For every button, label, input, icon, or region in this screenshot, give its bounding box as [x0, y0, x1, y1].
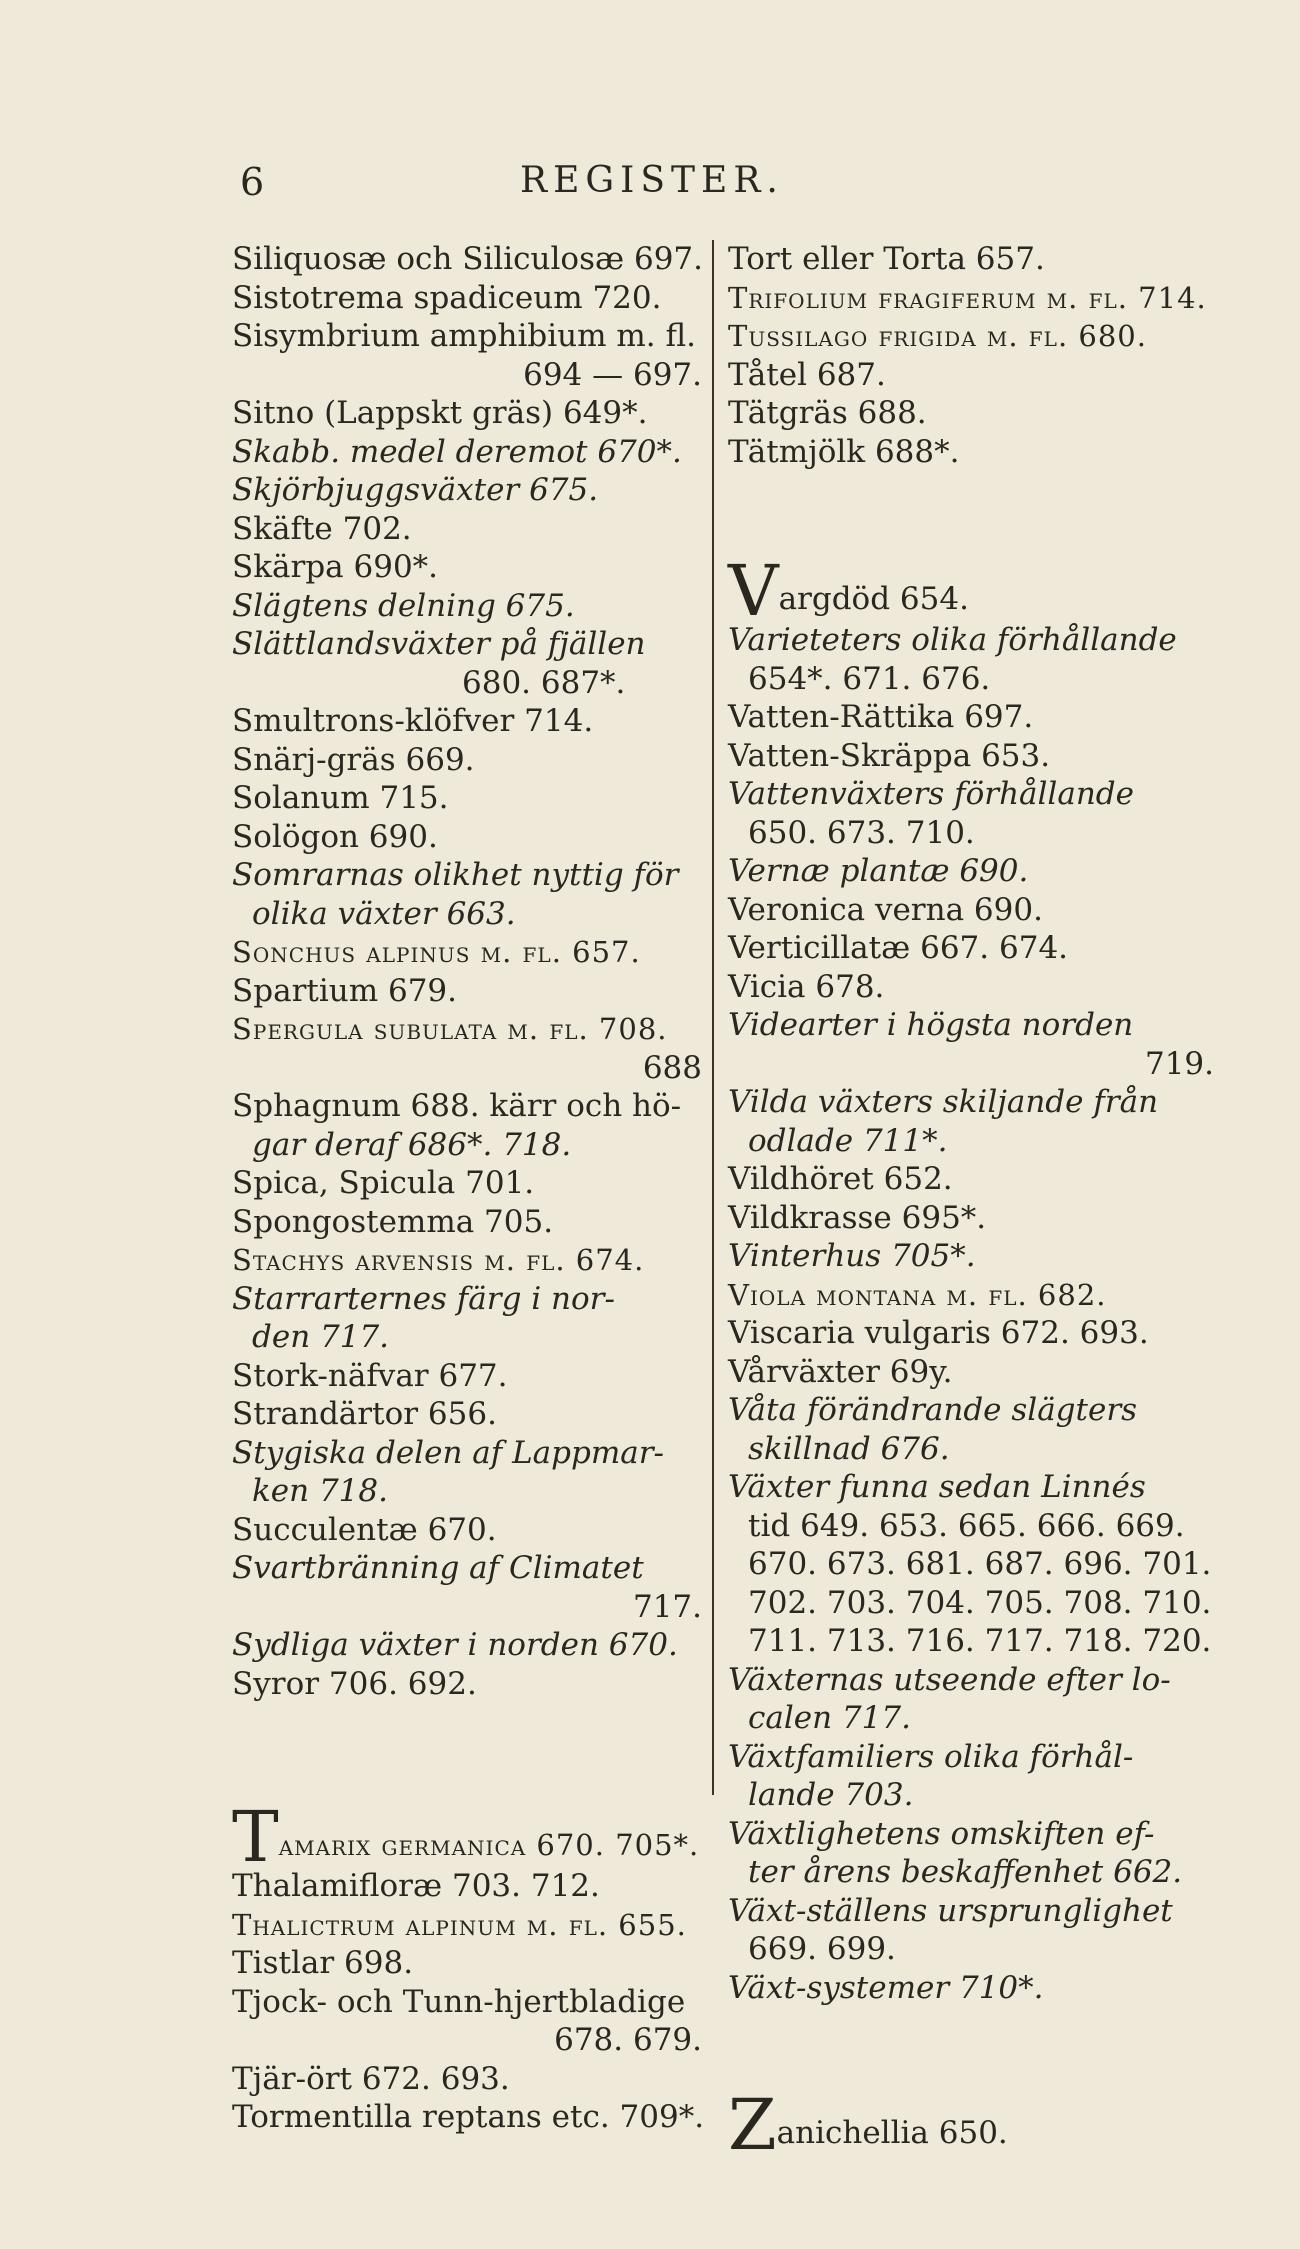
- index-entry: Tätmjölk 688*.: [728, 433, 960, 470]
- left-column: [232, 240, 705, 2137]
- index-entry: Tistlar 698.: [232, 1945, 414, 1981]
- index-entry-continuation: 654*. 671. 676.: [748, 660, 991, 697]
- index-entry: Vicia 678.: [728, 968, 885, 1005]
- index-entry: Växtfamiliers olika förhål-: [728, 1738, 1134, 1775]
- index-entry-continuation: 717.: [632, 1588, 702, 1625]
- index-entry-continuation: 688: [642, 1049, 702, 1086]
- index-entry: Tormentilla reptans etc. 709*.: [232, 2099, 705, 2135]
- index-entry: Växtlighetens omskiften ef-: [728, 1815, 1155, 1852]
- index-entry-continuation: 702. 703. 704. 705. 708. 710.: [748, 1584, 1212, 1621]
- index-entry-continuation: olika växter 663.: [252, 895, 516, 932]
- index-entry-text: amarix germanica 670. 705*.: [278, 1828, 700, 1862]
- index-entry-continuation: lande 703.: [748, 1777, 914, 1813]
- index-entry: Vinterhus 705*.: [728, 1238, 976, 1274]
- index-entry: Stygiska delen af Lappmar-: [232, 1434, 665, 1471]
- page-number: 6: [240, 160, 265, 204]
- index-entry: Sitno (Lappskt gräs) 649*.: [232, 395, 648, 431]
- index-entry: Spongostemma 705.: [232, 1203, 554, 1240]
- index-entry-continuation: 711. 713. 716. 717. 718. 720.: [748, 1623, 1212, 1659]
- index-entry: Vatten-Rättika 697.: [728, 699, 1034, 735]
- section-gap: [728, 471, 1214, 561]
- index-entry: Skabb. medel deremot 670*.: [232, 433, 682, 470]
- index-entry: [728, 550, 1214, 632]
- page-header: [240, 160, 1240, 220]
- index-entry: Stachys arvensis m. fl. 674.: [232, 1243, 645, 1277]
- index-entry: Somrarnas olikhet nyttig för: [232, 857, 679, 893]
- index-entry: Sistotrema spadiceum 720.: [232, 279, 662, 316]
- index-entry-continuation: den 717.: [252, 1319, 390, 1355]
- right-column: [728, 240, 1214, 2166]
- index-entry: Skjörbjuggsväxter 675.: [232, 472, 599, 508]
- index-entry: Vernæ plantæ 690.: [728, 853, 1029, 889]
- index-entry: Siliquosæ och Siliculosæ 697.: [232, 241, 704, 277]
- initial-letter: T: [232, 1796, 279, 1878]
- index-entry-continuation: skillnad 676.: [748, 1430, 950, 1467]
- index-entry-continuation: 680. 687*.: [462, 664, 626, 701]
- index-entry: Vildhöret 652.: [728, 1161, 953, 1197]
- index-entry: Tjock- och Tunn-hjertbladige: [232, 1983, 686, 2020]
- index-entry-continuation: 650. 673. 710.: [748, 814, 975, 851]
- index-entry: Viola montana m. fl. 682.: [728, 1277, 1107, 1312]
- index-entry: Svartbränning af Climatet: [232, 1550, 644, 1586]
- index-entry: Snärj-gräs 669.: [232, 741, 475, 778]
- index-entry: Växt-ställens ursprunglighet: [728, 1892, 1173, 1929]
- index-entry-continuation: 694 — 697.: [523, 356, 702, 393]
- index-entry: Varieteters olika förhållande: [728, 622, 1177, 658]
- section-gap: [728, 2007, 1214, 2095]
- index-entry: [728, 2084, 1214, 2166]
- index-entry: Spica, Spicula 701.: [232, 1165, 535, 1201]
- index-entry: Tort eller Torta 657.: [728, 241, 1045, 277]
- index-entry: Vatten-Skräppa 653.: [728, 737, 1051, 774]
- index-entry-continuation: 719.: [1144, 1045, 1214, 1082]
- index-entry: Tjär-ört 672. 693.: [232, 2060, 510, 2097]
- index-entry-continuation: ken 718.: [252, 1473, 388, 1509]
- index-entry: Tussilago frigida m. fl. 680.: [728, 319, 1147, 353]
- index-entry: Viscaria vulgaris 672. 693.: [728, 1315, 1149, 1351]
- index-entry-continuation: 670. 673. 681. 687. 696. 701.: [748, 1546, 1212, 1582]
- index-entry: Syror 706. 692.: [232, 1665, 477, 1702]
- index-entry: Spergula subulata m. fl. 708.: [232, 1012, 668, 1046]
- index-entry: Sydliga växter i norden 670.: [232, 1627, 678, 1663]
- index-entry: Tätgräs 688.: [728, 395, 927, 431]
- index-entry: Succulentæ 670.: [232, 1511, 497, 1548]
- initial-letter: V: [728, 550, 779, 632]
- page-title: REGISTER.: [520, 160, 784, 201]
- index-entry: Solanum 715.: [232, 780, 449, 816]
- index-entry: Smultrons-klöfver 714.: [232, 703, 594, 739]
- index-entry: Starrarternes färg i nor-: [232, 1280, 615, 1317]
- index-entry: Trifolium fragiferum m. fl. 714.: [728, 280, 1207, 315]
- index-entry: Vattenväxters förhållande: [728, 776, 1134, 812]
- index-entry: Slägtens delning 675.: [232, 587, 575, 624]
- index-entry-text: anichellia 650.: [776, 2115, 1008, 2151]
- index-entry: Verticillatæ 667. 674.: [728, 930, 1069, 966]
- index-entry: Thalictrum alpinum m. fl. 655.: [232, 1907, 687, 1942]
- index-entry-continuation: calen 717.: [748, 1700, 911, 1736]
- index-entry: Vildkrasse 695*.: [728, 1199, 987, 1236]
- index-entry: Stork-näfvar 677.: [232, 1357, 508, 1394]
- index-entry: Växternas utseende efter lo-: [728, 1661, 1171, 1698]
- index-entry: Spartium 679.: [232, 972, 457, 1009]
- index-entry: Thalamifloræ 703. 712.: [232, 1868, 600, 1904]
- initial-letter: Z: [728, 2084, 777, 2166]
- section-gap: [232, 1703, 702, 1807]
- index-entry: [232, 1796, 702, 1878]
- index-entry-continuation: 669. 699.: [748, 1931, 896, 1967]
- index-entry-continuation: 678. 679.: [554, 2022, 702, 2058]
- index-entry: Solögon 690.: [232, 818, 438, 855]
- index-entry-continuation: gar deraf 686*. 718.: [252, 1126, 572, 1163]
- index-entry: Strandärtor 656.: [232, 1396, 497, 1432]
- column-divider: [712, 240, 714, 1795]
- index-entry: Växt-systemer 710*.: [728, 1969, 1044, 2006]
- index-entry: Våta förändrande slägters: [728, 1392, 1138, 1428]
- index-entry-continuation: tid 649. 653. 665. 666. 669.: [748, 1507, 1185, 1544]
- index-entry: Slättlandsväxter på fjällen: [232, 626, 646, 662]
- index-entry: Tåtel 687.: [728, 356, 886, 393]
- index-entry: Skäfte 702.: [232, 510, 412, 547]
- index-entry: Videarter i högsta norden: [728, 1007, 1134, 1043]
- index-entry: Skärpa 690*.: [232, 549, 439, 585]
- index-entry-text: argdöd 654.: [778, 581, 969, 617]
- index-entry: Veronica verna 690.: [728, 891, 1043, 928]
- index-entry: Sphagnum 688. kärr och hö-: [232, 1088, 682, 1124]
- index-entry-continuation: odlade 711*.: [748, 1122, 948, 1159]
- index-entry: Växter funna sedan Linnés: [728, 1469, 1146, 1505]
- index-entry: Sonchus alpinus m. fl. 657.: [232, 935, 641, 969]
- index-entry: Sisymbrium amphibium m. fl.: [232, 318, 696, 354]
- index-entry: Vårväxter 69y.: [728, 1353, 953, 1390]
- index-entry-continuation: ter årens beskaffenhet 662.: [748, 1854, 1183, 1890]
- index-entry: Vilda växters skiljande från: [728, 1084, 1159, 1120]
